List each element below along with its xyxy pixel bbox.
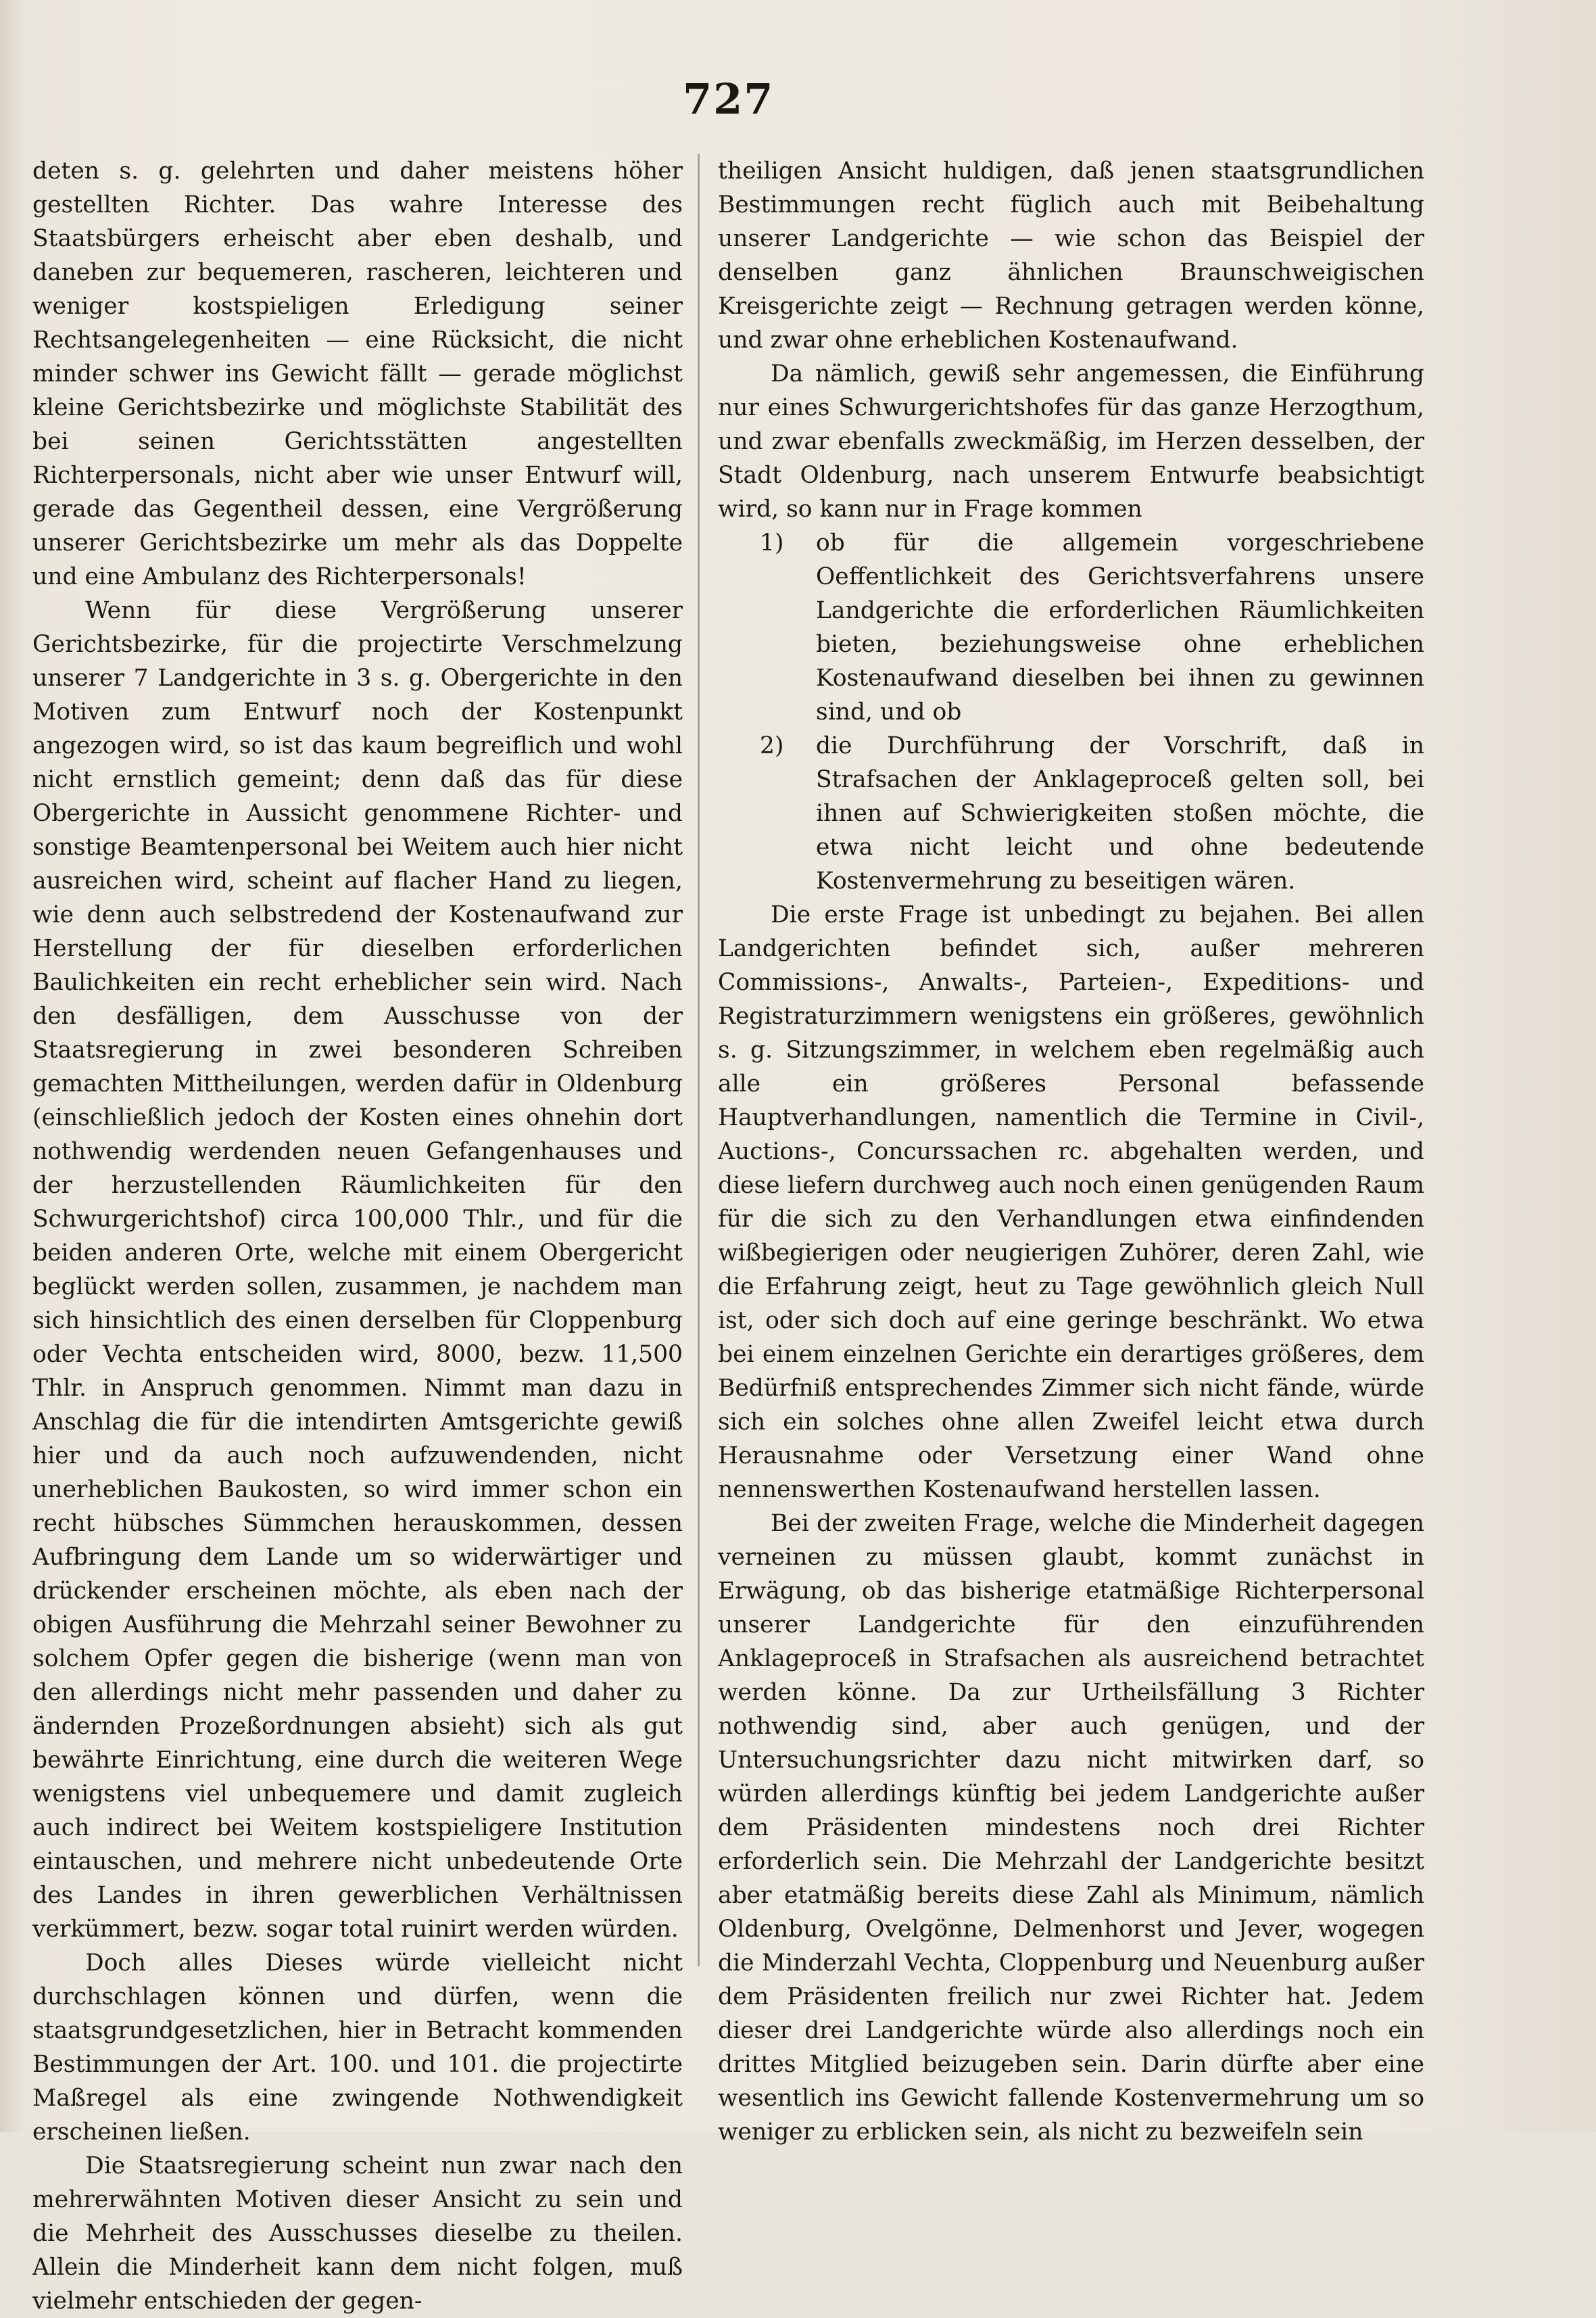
- right-column: [718, 154, 1424, 2149]
- paragraph: Da nämlich, gewiß sehr angemessen, die Einführung nur eines Schwurgerichtshofes für das ganze Herzogthum, und zwar ebenfalls zweckmäßig, im Herzen desselben, der Stadt Oldenburg, nach unserem Entwurfe beabsichtigt wird, so kann nur in Frage kommen: [718, 360, 1424, 523]
- paragraph: Die Staatsregierung scheint nun zwar nach den mehrerwähnten Motiven dieser Ansicht zu sein und die Mehrheit des Ausschusses dieselbe zu theilen. Allein die Minderheit kann dem nicht folgen, muß vielmehr entschieden der gegen-: [32, 2152, 683, 2315]
- list-item: [718, 526, 1424, 729]
- paragraph: Wenn für diese Vergrößerung unserer Gerichtsbezirke, für die projectirte Verschmelzung unserer 7 Landgerichte in 3 s. g. Obergerichte in den Motiven zum Entwurf noch der Kostenpunkt angezogen wird, so ist das kaum begreiflich und wohl nicht ernstlich gemeint; denn daß das für diese Obergerichte in Aussicht genommene Richter- und sonstige Beamtenpersonal bei Weitem auch hier nicht ausreichen wird, scheint auf flacher Hand zu liegen, wie denn auch selbstredend der Kostenaufwand zur Herstellung der für dieselben erforderlichen Baulichkeiten ein recht erheblicher sein wird. Nach den desfälligen, dem Ausschusse von der Staatsregierung in zwei besonderen Schreiben gemachten Mittheilungen, werden dafür in Oldenburg (einschließlich jedoch der Kosten eines ohnehin dort nothwendig werdenden neuen Gefangenhauses und der herzustellenden Räumlichkeiten für den Schwurgerichtshof) circa 100,000 Thlr., und für die beiden anderen Orte, welche mit einem Obergericht beglückt werden sollen, zusammen, je nachdem man sich hinsichtlich des einen derselben für Cloppenburg oder Vechta entscheiden wird, 8000, bezw. 11,500 Thlr. in Anspruch genommen. Nimmt man dazu in Anschlag die für die intendirten Amtsgerichte gewiß hier und da auch noch aufzuwendenden, nicht unerheblichen Baukosten, so wird immer schon ein recht hübsches Sümmchen herauskommen, dessen Aufbringung dem Lande um so widerwärtiger und drückender erscheinen möchte, als eben nach der obigen Ausführung die Mehrzahl seiner Bewohner zu solchem Opfer gegen die bisherige (wenn man von den allerdings nicht mehr passenden und daher zu ändernden Prozeßordnungen absieht) sich als gut bewährte Einrichtung, eine durch die weiteren Wege wenigstens viel unbequemere und damit zugleich auch indirect bei Weitem kostspieligere Institution eintauschen, und mehrere nicht unbedeutende Orte des Landes in ihren gewerblichen Verhältnissen verkümmert, bezw. sogar total ruinirt werden würden.: [32, 597, 683, 1943]
- column-divider: [698, 154, 700, 1966]
- list-item: [718, 729, 1424, 898]
- list-number: 2): [760, 732, 784, 759]
- list-text: ob für die allgemein vorgeschriebene Oeffentlichkeit des Gerichtsverfahrens unsere Landgerichte die erforderlichen Räumlichkeiten bieten, beziehungsweise ohne erheblichen Kostenaufwand dieselben bei ihnen zu gewinnen sind, und ob: [816, 529, 1424, 726]
- paragraph: Doch alles Dieses würde vielleicht nicht durchschlagen können und dürfen, wenn die staatsgrundgesetzlichen, hier in Betracht kommenden Bestimmungen der Art. 100. und 101. die projectirte Maßregel als eine zwingende Nothwendigkeit erscheinen ließen.: [32, 1949, 683, 2146]
- page-number: 727: [683, 74, 775, 124]
- left-column: [32, 154, 683, 2318]
- paragraph: Bei der zweiten Frage, welche die Minderheit dagegen verneinen zu müssen glaubt, kommt zunächst in Erwägung, ob das bisherige etatmäßige Richterpersonal unserer Landgerichte für den einzuführenden Anklageproceß in Strafsachen als ausreichend betrachtet werden könne. Da zur Urtheilsfällung 3 Richter nothwendig sind, aber auch genügen, und der Untersuchungsrichter dazu nicht mitwirken darf, so würden allerdings künftig bei jedem Landgerichte außer dem Präsidenten mindestens noch drei Richter erforderlich sein. Die Mehrzahl der Landgerichte besitzt aber etatmäßig bereits diese Zahl als Minimum, nämlich Oldenburg, Ovelgönne, Delmenhorst und Jever, wogegen die Minderzahl Vechta, Cloppenburg und Neuenburg außer dem Präsidenten freilich nur zwei Richter hat. Jedem dieser drei Landgerichte würde also allerdings noch ein drittes Mitglied beizugeben sein. Darin dürfte aber eine wesentlich ins Gewicht fallende Kostenvermehrung um so weniger zu erblicken sein, als nicht zu bezweifeln sein: [718, 1510, 1424, 2146]
- paragraph: theiligen Ansicht huldigen, daß jenen staatsgrundlichen Bestimmungen recht füglich auch mit Beibehaltung unserer Landgerichte — wie schon das Beispiel der denselben ganz ähnlichen Braunschweigischen Kreisgerichte zeigt — Rechnung getragen werden könne, und zwar ohne erheblichen Kostenaufwand.: [718, 158, 1424, 354]
- list-text: die Durchführung der Vorschrift, daß in Strafsachen der Anklageproceß gelten soll, bei ihnen auf Schwierigkeiten stoßen möchte, die etwa nicht leicht und ohne bedeutende Kostenvermehrung zu beseitigen wären.: [816, 732, 1424, 895]
- paragraph: deten s. g. gelehrten und daher meistens höher gestellten Richter. Das wahre Interesse des Staatsbürgers erheischt aber eben deshalb, und daneben zur bequemeren, rascheren, leichteren und weniger kostspieligen Erledigung seiner Rechtsangelegenheiten — eine Rücksicht, die nicht minder schwer ins Gewicht fällt — gerade möglichst kleine Gerichtsbezirke und möglichste Stabilität des bei seinen Gerichtsstätten angestellten Richterpersonals, nicht aber wie unser Entwurf will, gerade das Gegentheil dessen, eine Vergrößerung unserer Gerichtsbezirke um mehr als das Doppelte und eine Ambulanz des Richterpersonals!: [32, 158, 683, 590]
- paragraph: Die erste Frage ist unbedingt zu bejahen. Bei allen Landgerichten befindet sich, außer mehreren Commissions-, Anwalts-, Parteien-, Expeditions- und Registraturzimmern wenigstens ein größeres, gewöhnlich s. g. Sitzungszimmer, in welchem eben regelmäßig auch alle ein größeres Personal befassende Hauptverhandlungen, namentlich die Termine in Civil-, Auctions-, Concurssachen rc. abgehalten werden, und diese liefern durchweg auch noch einen genügenden Raum für die sich zu den Verhandlungen etwa einfindenden wißbegierigen oder neugierigen Zuhörer, deren Zahl, wie die Erfahrung zeigt, heut zu Tage gewöhnlich gleich Null ist, oder sich doch auf eine geringe beschränkt. Wo etwa bei einem einzelnen Gerichte ein derartiges größeres, dem Bedürfniß entsprechendes Zimmer sich nicht fände, würde sich ein solches ohne allen Zweifel leicht etwa durch Herausnahme oder Versetzung einer Wand ohne nennenswerthen Kostenaufwand herstellen lassen.: [718, 901, 1424, 1503]
- list-number: 1): [760, 529, 784, 557]
